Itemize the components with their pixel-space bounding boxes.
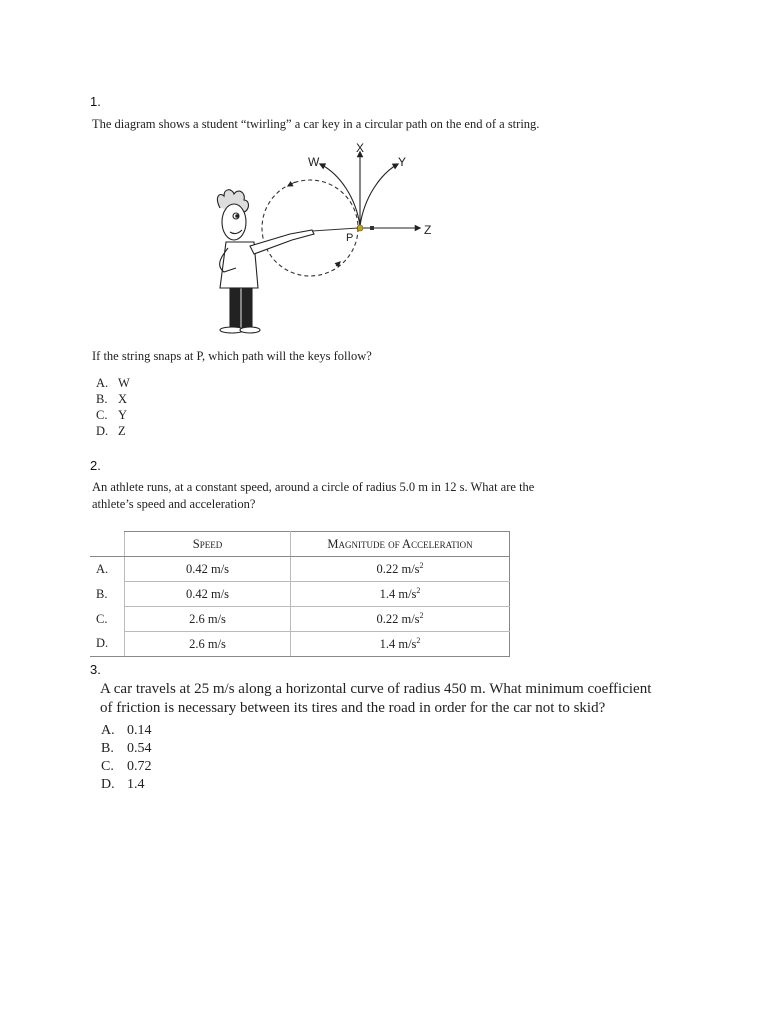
table-header-acceleration: Magnitude of Acceleration bbox=[291, 532, 510, 557]
option-text: 0.14 bbox=[127, 723, 152, 738]
option-letter: A. bbox=[96, 376, 109, 390]
row-letter: B. bbox=[90, 582, 125, 607]
question-3-options bbox=[101, 722, 152, 794]
acc-value: 0.22 m/s bbox=[376, 612, 420, 627]
question-2-stem-line-1: An athlete runs, at a constant speed, around a circle of radius 5.0 m in 12 s. What are the bbox=[92, 480, 535, 494]
table-row[interactable] bbox=[90, 582, 510, 607]
question-1-prompt: If the string snaps at P, which path will the keys follow? bbox=[92, 349, 372, 363]
row-letter: D. bbox=[90, 632, 125, 657]
option-letter: B. bbox=[96, 392, 108, 406]
path-y bbox=[360, 164, 398, 226]
label-y: Y bbox=[398, 155, 407, 169]
option-letter: C. bbox=[96, 408, 108, 422]
table-row[interactable] bbox=[90, 557, 510, 582]
option-text: Y bbox=[118, 408, 128, 422]
label-x: X bbox=[356, 141, 365, 155]
option-letter: A. bbox=[101, 723, 115, 738]
question-2-stem bbox=[92, 479, 534, 513]
option-letter: D. bbox=[96, 424, 109, 438]
option-text: 0.54 bbox=[127, 741, 152, 756]
twirling-key-diagram bbox=[190, 138, 450, 338]
acc-value: 1.4 m/s bbox=[379, 587, 417, 602]
option-c[interactable] bbox=[101, 758, 152, 776]
row-speed: 0.42 m/s bbox=[125, 557, 291, 582]
table-row[interactable] bbox=[90, 607, 510, 632]
row-letter: A. bbox=[90, 557, 125, 582]
student-figure bbox=[217, 190, 314, 333]
option-d[interactable] bbox=[96, 423, 130, 439]
acc-exponent: 2 bbox=[416, 635, 421, 645]
table-header-speed: Speed bbox=[125, 532, 291, 557]
table-row[interactable] bbox=[90, 632, 510, 657]
option-text: 1.4 bbox=[127, 777, 145, 792]
option-a[interactable] bbox=[101, 722, 152, 740]
row-speed: 2.6 m/s bbox=[125, 607, 291, 632]
option-text: X bbox=[118, 392, 128, 406]
option-text: 0.72 bbox=[127, 759, 152, 774]
string-line bbox=[312, 228, 358, 231]
option-letter: B. bbox=[101, 741, 114, 756]
label-w: W bbox=[308, 155, 320, 169]
label-z: Z bbox=[424, 223, 432, 237]
question-3-stem-line-1: A car travels at 25 m/s along a horizontal curve of radius 450 m. What minimum coefficient bbox=[100, 681, 652, 697]
table-header-blank bbox=[90, 532, 125, 557]
question-1-stem: The diagram shows a student “twirling” a car key in a circular path on the end of a string. bbox=[92, 117, 540, 131]
question-3-stem-line-2: of friction is necessary between its tires and the road in order for the car not to skid? bbox=[100, 700, 606, 716]
option-text: Z bbox=[118, 424, 126, 438]
option-b[interactable] bbox=[101, 740, 152, 758]
option-d[interactable] bbox=[101, 776, 152, 794]
table-header-row bbox=[90, 532, 510, 557]
option-letter: C. bbox=[101, 759, 114, 774]
option-letter: D. bbox=[101, 777, 115, 792]
row-speed: 2.6 m/s bbox=[125, 632, 291, 657]
circular-path bbox=[262, 180, 358, 276]
option-b[interactable] bbox=[96, 391, 130, 407]
row-acceleration bbox=[291, 557, 510, 582]
acc-value: 1.4 m/s bbox=[379, 637, 417, 652]
question-2-stem-line-2: athlete’s speed and acceleration? bbox=[92, 497, 256, 511]
option-a[interactable] bbox=[96, 375, 130, 391]
row-acceleration bbox=[291, 607, 510, 632]
row-speed: 0.42 m/s bbox=[125, 582, 291, 607]
row-letter: C. bbox=[90, 607, 125, 632]
question-1-options bbox=[96, 375, 130, 439]
acc-exponent: 2 bbox=[416, 585, 421, 595]
row-acceleration bbox=[291, 632, 510, 657]
acc-exponent: 2 bbox=[419, 560, 424, 570]
question-3-number: 3. bbox=[90, 662, 101, 677]
answer-table bbox=[90, 531, 510, 657]
question-3-stem bbox=[100, 680, 651, 718]
question-2-number: 2. bbox=[90, 458, 101, 473]
question-1-number: 1. bbox=[90, 94, 101, 109]
path-w bbox=[320, 164, 360, 226]
option-c[interactable] bbox=[96, 407, 130, 423]
label-p: P bbox=[346, 232, 354, 244]
acc-value: 0.22 m/s bbox=[376, 562, 420, 577]
option-text: W bbox=[118, 376, 130, 390]
acc-exponent: 2 bbox=[419, 610, 424, 620]
row-acceleration bbox=[291, 582, 510, 607]
